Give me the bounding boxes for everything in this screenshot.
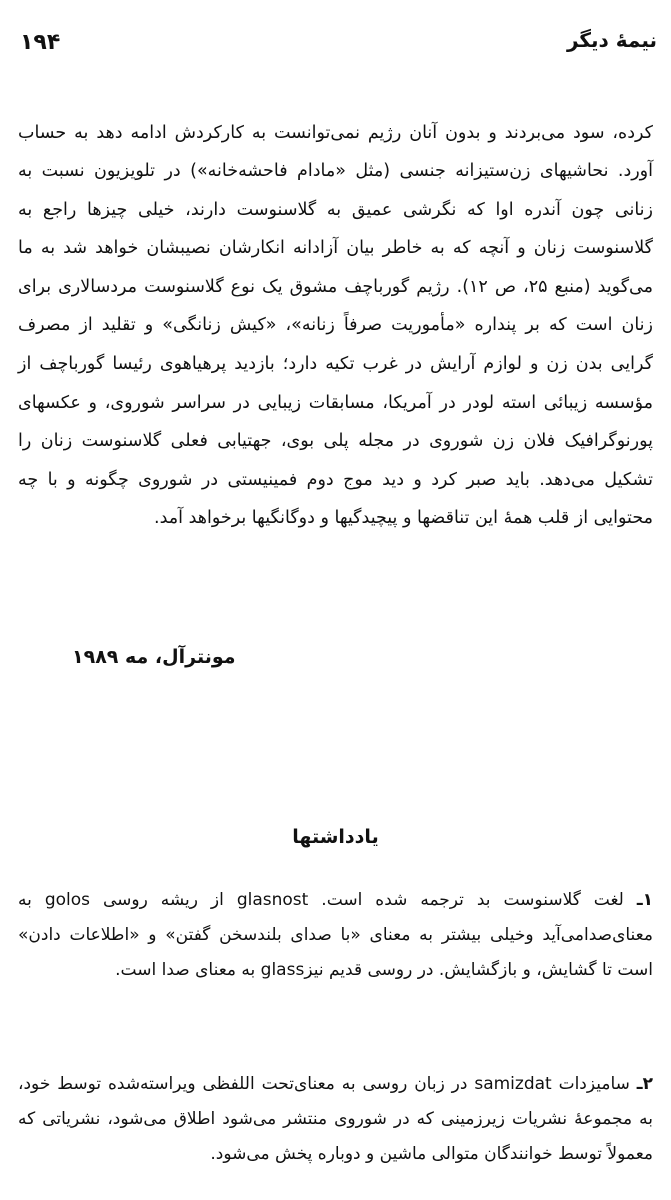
page-header <box>14 28 657 58</box>
dateline: مونترآل، مه ۱۹۸۹ <box>72 646 236 668</box>
note-2-number: ۲ـ <box>636 1074 653 1094</box>
notes-heading: یادداشتها <box>292 826 379 848</box>
body-paragraph: کرده، سود می‌بردند و بدون آنان رژیم نمی‌توانست به کارکردش ادامه دهد به حساب آورد. نحاشیهای زن‌ستیزانه جنسی (مثل «مادام فاحشه‌خانه») در تلویزیون نسبت به زنانی چون آندره اوا که نگرشی عمیق به گلاسنوست دارند، خیلی چیزها راجع به گلاسنوست زنان و آنچه که به خاطر بیان آزادانه انکارشان نصیبشان خواهد شد به ما می‌گوید (منبع ۲۵، ص ۱۲). رژیم گورباچف مشوق یک نوع گلاسنوست مردسالاری برای زنان است که بر پنداره «مأموریت صرفاً زنانه»، «کیش زنانگی» و تقلید از مصرف گرایی بدن زن و لوازم آرایش در غرب تکیه دارد؛ بازدید پرهیاهوی رئیسا گورباچف از مؤسسه زیبائی استه لودر در آمریکا، مسابقات زیبایی در سراسر شوروی، و عکسهای پورنوگرافیک فلان زن شوروی در مجله پلی بوی، جهتیابی فعلی گلاسنوست زنان را تشکیل می‌دهد. باید صبر کرد و دید موج دوم فمینیستی در شوروی چگونه و با چه محتوایی از قلب همهٔ این تناقضها و پیچیدگیها و دوگانگیها برخواهد آمد. <box>18 122 653 529</box>
note-1-number: ۱ـ <box>636 890 654 910</box>
note-1 <box>18 883 653 988</box>
note-1-text: لغت گلاسنوست بد ترجمه شده است. glasnost از ریشه روسی golos به معنای‌صدامی‌آید وخیلی بیشتر به معنای «با صدای بلندسخن گفتن» و «اطلاعات دادن» است تا گشایش، و بازگشایش. در روسی قدیم نیزglass به معنای صدا است. <box>18 890 653 980</box>
note-2-text: سامیزدات samizdat در زبان روسی به معنای‌تحت اللفظی ویراسته‌شده توسط خود، به مجموعهٔ نشریات زیرزمینی که در شوروی منتشر می‌شود اطلاق می‌شود، نشریاتی که معمولاً توسط خوانندگان متوالی ماشین و دوباره پخش می‌شود. <box>18 1074 653 1164</box>
page-number: ۱۹۴ <box>20 30 61 55</box>
note-2 <box>18 1067 653 1172</box>
running-title: نیمهٔ دیگر <box>566 28 657 52</box>
